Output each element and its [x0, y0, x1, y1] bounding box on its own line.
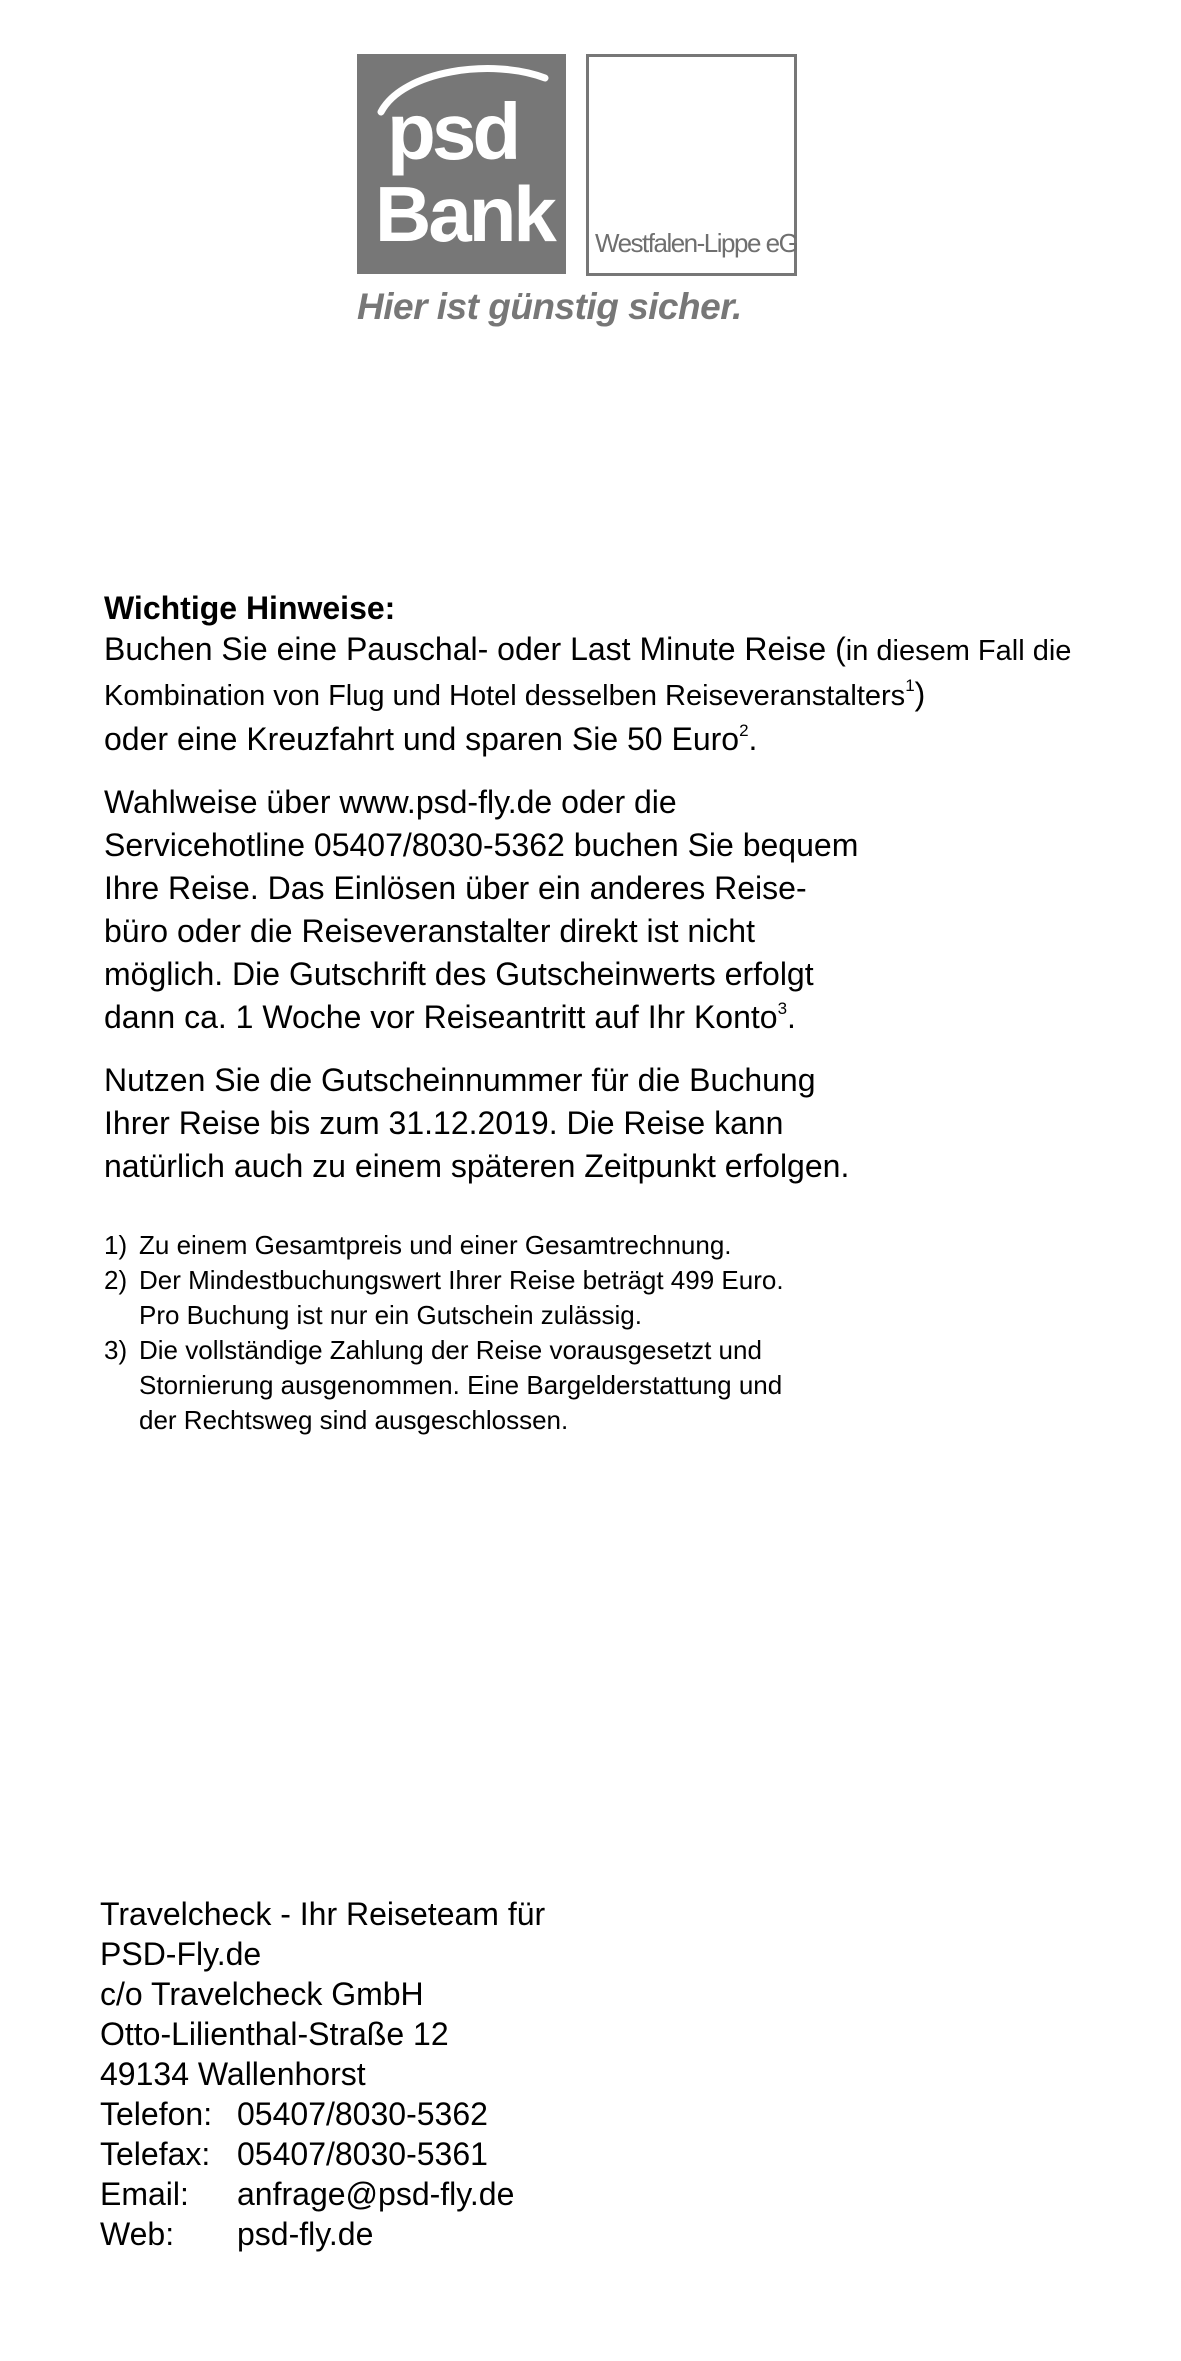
- contact-line: c/o Travelcheck GmbH: [100, 1976, 424, 2012]
- logo-mark: [357, 54, 566, 274]
- psd-bank-logo: [357, 54, 797, 334]
- web-label: Web:: [100, 2216, 175, 2252]
- footnote-number: 3): [104, 1335, 128, 1365]
- footnote-2: [104, 1263, 1164, 1333]
- notes-paragraph-1: [104, 628, 1164, 761]
- contact-line: Travelcheck - Ihr Reiseteam für: [100, 1896, 546, 1932]
- logo-bank-text: Bank: [375, 170, 554, 258]
- contact-street: Otto-Lilienthal-Straße 12: [100, 2016, 449, 2052]
- para2-line: büro oder die Reiseveranstalter direkt ist nicht: [104, 913, 755, 949]
- important-notes: [104, 588, 1164, 1438]
- footnote-3: [104, 1333, 1164, 1438]
- footnote-line: Die vollständige Zahlung der Reise vorausgesetzt und: [139, 1335, 762, 1365]
- footnote-number: 1): [104, 1230, 128, 1260]
- contact-phone-row: [100, 2094, 800, 2134]
- footnote-ref-2: 2: [739, 721, 749, 740]
- web-value: psd-fly.de: [237, 2216, 374, 2252]
- para3-line: Ihrer Reise bis zum 31.12.2019. Die Reise kann: [104, 1105, 784, 1141]
- contact-website-name: PSD-Fly.de: [100, 1936, 262, 1972]
- fax-label: Telefax:: [100, 2136, 211, 2172]
- para1-text-c: ): [914, 676, 926, 712]
- phone-value: 05407/8030-5362: [237, 2096, 488, 2132]
- contact-web-row: [100, 2214, 800, 2254]
- para2-line: Wahlweise über www.psd-fly.de oder die: [104, 784, 677, 820]
- contact-email-row: [100, 2174, 800, 2214]
- para1-text-b: in diesem Fall die Kombination von Flug und Hotel desselben Reiseveranstalters: [104, 635, 1072, 712]
- footnote-number: 2): [104, 1265, 128, 1295]
- phone-label: Telefon:: [100, 2096, 213, 2132]
- contact-block: [100, 1894, 800, 2254]
- footnote-text: [139, 1263, 1164, 1333]
- para2-line: möglich. Die Gutschrift des Gutscheinwerts erfolgt: [104, 956, 814, 992]
- footnote-1: [104, 1228, 1164, 1263]
- logo-psd-text: psd: [387, 87, 518, 176]
- para1-text-a: Buchen Sie eine Pauschal- oder Last Minute Reise (: [104, 631, 846, 667]
- contact-city: 49134 Wallenhorst: [100, 2056, 366, 2092]
- footnotes: [104, 1228, 1164, 1438]
- footnote-line: Der Mindestbuchungswert Ihrer Reise beträgt 499 Euro.: [139, 1265, 784, 1295]
- para2-end: .: [787, 999, 796, 1035]
- footnote-ref-1: 1: [905, 676, 915, 695]
- footnote-line: der Rechtsweg sind ausgeschlossen.: [139, 1405, 569, 1435]
- para2-line: Ihre Reise. Das Einlösen über ein anderes Reise-: [104, 870, 807, 906]
- notes-paragraph-3: [104, 1059, 1164, 1188]
- footnote-ref-3: 3: [777, 999, 788, 1018]
- para3-line: natürlich auch zu einem späteren Zeitpunkt erfolgen.: [104, 1148, 850, 1184]
- logo-region-text: Westfalen-Lippe eG: [595, 228, 798, 258]
- para2-line: Servicehotline 05407/8030-5362 buchen Sie bequem: [104, 827, 859, 863]
- footnote-line: Stornierung ausgenommen. Eine Bargelderstattung und: [139, 1370, 783, 1400]
- email-value: anfrage@psd-fly.de: [237, 2176, 515, 2212]
- para3-line: Nutzen Sie die Gutscheinnummer für die Buchung: [104, 1062, 816, 1098]
- logo-slogan: Hier ist günstig sicher.: [357, 286, 742, 327]
- notes-heading: Wichtige Hinweise:: [104, 590, 396, 626]
- para2-line-last: dann ca. 1 Woche vor Reiseantritt auf Ihr Konto: [104, 999, 778, 1035]
- para1-text-d: oder eine Kreuzfahrt und sparen Sie 50 Euro: [104, 721, 740, 757]
- fax-value: 05407/8030-5361: [237, 2136, 488, 2172]
- footnote-line: Pro Buchung ist nur ein Gutschein zulässig.: [139, 1300, 642, 1330]
- footnote-text: [139, 1228, 1164, 1263]
- contact-fax-row: [100, 2134, 800, 2174]
- footnote-line: Zu einem Gesamtpreis und einer Gesamtrechnung.: [139, 1230, 732, 1260]
- email-label: Email:: [100, 2176, 189, 2212]
- notes-paragraph-2: [104, 781, 1164, 1039]
- logo-region-box: [586, 54, 797, 276]
- footnote-text: [139, 1333, 1164, 1438]
- para1-text-e: .: [748, 721, 758, 757]
